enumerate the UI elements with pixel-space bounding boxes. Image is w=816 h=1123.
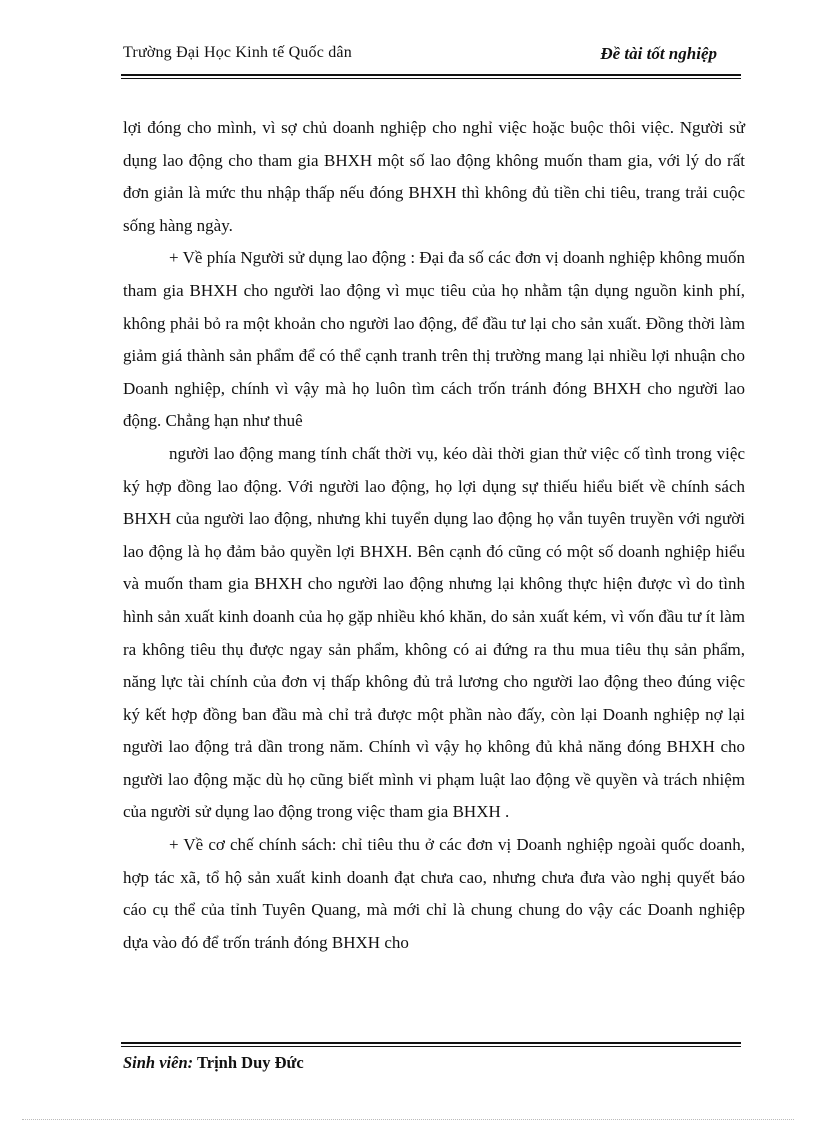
footer-rule-top [121, 1042, 741, 1044]
paragraph: người lao động mang tính chất thời vụ, kéo dài thời gian thử việc cố tình trong việc ký hợp đồng lao động. Với người lao động, họ lợi dụng sự thiếu hiểu biết về chính sách BHXH của người lao động, nhưng khi tuyển dụng lao động họ vẫn tuyên truyền với người lao động là họ đảm bảo quyền lợi BHXH. Bên cạnh đó cũng có một số doanh nghiệp hiểu và muốn tham gia BHXH cho người lao động nhưng lại không thực hiện được vì do tình hình sản xuất kinh doanh của họ gặp nhiều khó khăn, do sản xuất kém, vì vốn đầu tư ít làm ra không tiêu thụ được ngay sản phẩm, không có ai đứng ra thu mua tiêu thụ sản phẩm, năng lực tài chính của đơn vị thấp không đủ trả lương cho người lao động theo đúng việc ký kết hợp đồng ban đầu mà chỉ trả được một phần nào đấy, còn lại Doanh nghiệp nợ lại người lao động trả dần trong năm. Chính vì vậy họ không đủ khả năng đóng BHXH cho người lao động mặc dù họ cũng biết mình vi phạm luật lao động về quyền và trách nhiệm của người sử dụng lao động trong việc tham gia BHXH . [123, 443, 745, 822]
student-name: Trịnh Duy Đức [196, 1053, 304, 1072]
paragraph: + Về phía Người sử dụng lao động : Đại đa số các đơn vị doanh nghiệp không muốn tham gia BHXH cho người lao động vì mục tiêu của họ nhằm tận dụng nguồn kinh phí, không phải bỏ ra một khoản cho người lao động, để đầu tư lại cho sản xuất. Đồng thời làm giảm giá thành sản phẩm để có thể cạnh tranh trên thị trường mang lại nhiều lợi nhuận cho Doanh nghiệp, chính vì vậy mà họ luôn tìm cách trốn tránh đóng BHXH cho người lao động. Chẳng hạn như thuê [123, 248, 745, 431]
student-label: Sinh viên: [123, 1053, 194, 1072]
header-rule-bottom [121, 78, 741, 79]
page-edge [22, 1119, 794, 1120]
body-text [123, 112, 745, 959]
paragraph: + Về cơ chế chính sách: chỉ tiêu thu ở các đơn vị Doanh nghiệp ngoài quốc doanh, hợp tác xã, tổ hộ sản xuất kinh doanh đạt chưa cao, nhưng chưa đưa vào nghị quyết báo cáo cụ thể của tỉnh Tuyên Quang, mà mới chỉ là chung chung do vậy các Doanh nghiệp dựa vào đó để trốn tránh đóng BHXH cho [123, 835, 745, 952]
page-footer [123, 1053, 304, 1073]
paragraph: lợi đóng cho mình, vì sợ chủ doanh nghiệp cho nghỉ việc hoặc buộc thôi việc. Người sử dụng lao động cho tham gia BHXH một số lao động không muốn tham gia, với lý do rất đơn giản là mức thu nhập thấp nếu đóng BHXH thì không đủ tiền chi tiêu, trang trải cuộc sống hàng ngày. [123, 118, 745, 235]
document-type: Đề tài tốt nghiệp [600, 44, 717, 63]
footer-rule-bottom [121, 1046, 741, 1047]
school-name: Trường Đại Học Kinh tế Quốc dân [123, 44, 352, 61]
header-rule-top [121, 74, 741, 76]
